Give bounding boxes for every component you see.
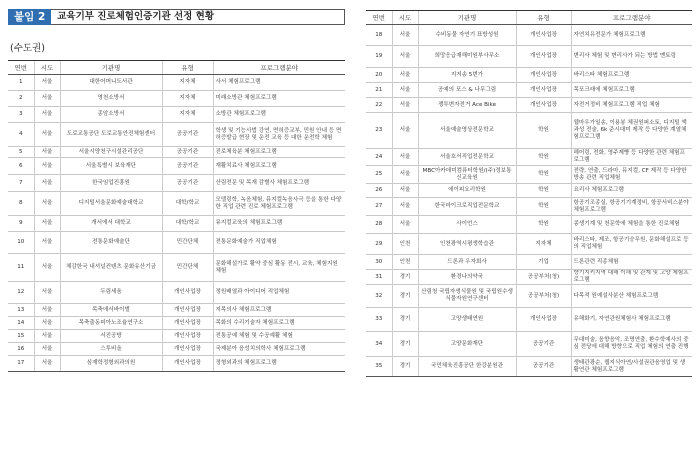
cell-org: 산림청 국립자생식물원 및 국립원수생 식물자원연구센터	[418, 285, 516, 308]
table-row	[366, 332, 692, 357]
table-row	[8, 158, 345, 175]
cell-no: 7	[8, 175, 34, 192]
cell-program: 다목적 원예설사분산 체험프로그램	[571, 285, 692, 308]
cell-org: 서울특별시 보육재단	[60, 158, 162, 175]
cell-program: 재활치료사 체험프로그램	[213, 158, 345, 175]
cell-program: 모델링학, 녹음체험, 뮤지컬녹음사극 등을 통한 다양한 직업 관련 진로 체험프로그램	[213, 192, 345, 216]
cell-program: 향기지키지역 대해 이해 및 관계 및 고양 체험프로그램	[571, 270, 692, 285]
table-row	[8, 282, 345, 304]
cell-region: 서울	[392, 216, 418, 234]
cell-no: 13	[8, 304, 34, 317]
cell-region: 서울	[392, 184, 418, 198]
col-header-type: 유형	[162, 61, 213, 75]
cell-type: 지자체	[516, 234, 571, 255]
cell-no: 8	[8, 192, 34, 216]
cell-org: 영천소방서	[60, 91, 162, 107]
cell-program: 요리사 체험프로그램	[571, 184, 692, 198]
cell-org: 목축출동피아노조율연구소	[60, 317, 162, 330]
cell-type: 대학/학교	[162, 192, 213, 216]
cell-type: 개인사업장	[162, 343, 213, 356]
cell-org: 스투비올	[60, 343, 162, 356]
left-page	[8, 8, 345, 372]
cell-type: 학원	[516, 198, 571, 216]
cell-no: 29	[366, 234, 392, 255]
table-row	[366, 255, 692, 270]
table-row	[366, 68, 692, 83]
table-row	[8, 123, 345, 147]
col-header-program: 프로그램분야	[213, 61, 345, 75]
cell-org: 종암소방서	[60, 107, 162, 123]
cell-region: 서울	[34, 147, 60, 158]
right-table	[366, 10, 692, 377]
region-subtitle: (수도권)	[10, 43, 45, 54]
cell-program: 문화해설가로 활약 중심 활동 전시, 교육, 체험지원 체험	[213, 254, 345, 282]
cell-type: 공공기관	[162, 123, 213, 147]
cell-org: 지저송 5번가	[418, 68, 516, 83]
cell-org: 사이언스	[418, 216, 516, 234]
cell-program: 정원배열과 아이디어 직업체험	[213, 282, 345, 304]
cell-region: 경기	[392, 308, 418, 332]
cell-type: 민간단체	[162, 254, 213, 282]
cell-region: 서울	[392, 68, 418, 83]
cell-program: 전략, 연출, 드라마, 뮤지컬, CF 제작 등 다양한 방송 관련 직업체험	[571, 166, 692, 184]
cell-region: 서울	[34, 192, 60, 216]
cell-region: 서울	[34, 356, 60, 372]
cell-no: 20	[366, 68, 392, 83]
table-row	[8, 254, 345, 282]
cell-type: 개인사업장	[516, 25, 571, 46]
cell-region: 인천	[392, 255, 418, 270]
cell-program: 생태관광순, 웹지식아연/사설권관음영업 및 생활연관 체험프로그램	[571, 357, 692, 377]
cell-org: 에이피요리학원	[418, 184, 516, 198]
col-header-no: 연번	[366, 11, 392, 25]
cell-no: 6	[8, 158, 34, 175]
cell-type: 개인사업장	[162, 330, 213, 343]
cell-program: 자연치유전문가 체험프로그램	[571, 25, 692, 46]
cell-no: 34	[366, 332, 392, 357]
cell-no: 10	[8, 232, 34, 254]
cell-type: 지자체	[162, 91, 213, 107]
cell-program: 진로체육분 체험프로그램	[213, 147, 345, 158]
cell-program: 드론관련 직종체험	[571, 255, 692, 270]
cell-region: 경기	[392, 332, 418, 357]
cell-program: 국제분아 음성치의학사 체험프로그램	[213, 343, 345, 356]
table-row	[8, 175, 345, 192]
table-row	[8, 75, 345, 91]
cell-org: 서진공방	[60, 330, 162, 343]
table-row	[8, 356, 345, 372]
cell-no: 25	[366, 166, 392, 184]
right-page	[366, 10, 692, 377]
cell-type: 민간단체	[162, 232, 213, 254]
cell-org: 인천광역시평생학습관	[418, 234, 516, 255]
cell-program: 변리사 체험 및 변리사가 되는 방법 멘토링	[571, 46, 692, 68]
cell-program: 지목의사 체험프로그램	[213, 304, 345, 317]
cell-region: 서울	[34, 343, 60, 356]
cell-type: 기업	[516, 255, 571, 270]
table-row	[8, 107, 345, 123]
cell-no: 32	[366, 285, 392, 308]
table-row	[366, 198, 692, 216]
cell-program: 소방관 체험프로그램	[213, 107, 345, 123]
table-row	[366, 308, 692, 332]
cell-type: 개인사업장	[516, 98, 571, 113]
cell-region: 서울	[392, 113, 418, 149]
cell-org: 드론과 우자회사	[418, 255, 516, 270]
cell-type: 공공기관	[162, 158, 213, 175]
attachment-badge: 붙임 2	[8, 9, 51, 25]
table-row	[8, 192, 345, 216]
cell-no: 31	[366, 270, 392, 285]
cell-type: 개인사업장	[162, 304, 213, 317]
cell-no: 1	[8, 75, 34, 91]
table-row	[8, 304, 345, 317]
cell-program: 산림전문 및 목재 감별사 체험프로그램	[213, 175, 345, 192]
cell-program: 콩생기계 및 천문학에 체험을 통한 진로체험	[571, 216, 692, 234]
cell-region: 서울	[392, 25, 418, 46]
cell-program: 바리스타, 제조, 항공기승무원, 문화해설프로 등의 직업체험	[571, 234, 692, 255]
cell-program: 바리스타 체험프로그램	[571, 68, 692, 83]
table-row	[366, 216, 692, 234]
cell-org: 수비동물 자연기 표방성원	[418, 25, 516, 46]
cell-program: 헤어링, 전화, 영주제빵 등 다양한 관련 체험프로그램	[571, 149, 692, 166]
cell-org: 목축애서바이벌	[60, 304, 162, 317]
cell-type: 개인사업장	[162, 356, 213, 372]
cell-type: 공공기관	[162, 147, 213, 158]
cell-type: 대학/학교	[162, 216, 213, 232]
cell-region: 서울	[392, 46, 418, 68]
cell-type: 지자체	[162, 107, 213, 123]
cell-type: 지자체	[162, 75, 213, 91]
cell-region: 경기	[392, 270, 418, 285]
cell-type: 학원	[516, 113, 571, 149]
cell-program: 전통공예 체험 및 수공예활 체험	[213, 330, 345, 343]
cell-type: 공공기관	[516, 357, 571, 377]
cell-org: 디지털서울문화예술대학교	[60, 192, 162, 216]
cell-type: 공공기관	[162, 175, 213, 192]
cell-no: 24	[366, 149, 392, 166]
table-row	[8, 317, 345, 330]
cell-type: 개인사업장	[516, 83, 571, 98]
table-row	[366, 357, 692, 377]
cell-org: 고양생태연원	[418, 308, 516, 332]
cell-org: 서울예술영상전문학교	[418, 113, 516, 149]
document-title: 교육기부 진로체험인증기관 선정 현황	[51, 9, 345, 25]
table-row	[8, 147, 345, 158]
table-row	[366, 285, 692, 308]
cell-no: 5	[8, 147, 34, 158]
cell-type: 학원	[516, 216, 571, 234]
cell-org: 환경나의약국	[418, 270, 516, 285]
cell-program: 사서 체험프로그램	[213, 75, 345, 91]
cell-region: 서울	[34, 158, 60, 175]
cell-region: 서울	[34, 232, 60, 254]
cell-program: 학생 및 기능사법 강연, 면허증교부, 민원 안내 등 면허증발급 현장 및 운전 교육 등 대한 운전학 체험	[213, 123, 345, 147]
cell-type: 공공기관	[516, 332, 571, 357]
cell-no: 35	[366, 357, 392, 377]
cell-type: 학원	[516, 166, 571, 184]
cell-region: 경기	[392, 357, 418, 377]
cell-org: 서울시양천구시설관리공단	[60, 147, 162, 158]
cell-org: 전통문화예술단	[60, 232, 162, 254]
cell-org: 고양문화재단	[418, 332, 516, 357]
cell-no: 28	[366, 216, 392, 234]
cell-no: 12	[8, 282, 34, 304]
cell-region: 서울	[34, 107, 60, 123]
cell-region: 서울	[34, 304, 60, 317]
cell-region: 서울	[392, 166, 418, 184]
cell-no: 16	[8, 343, 34, 356]
cell-type: 공공부처(청)	[516, 285, 571, 308]
cell-program: 미래소방관 체험프로그램	[213, 91, 345, 107]
table-row	[8, 343, 345, 356]
cell-org: 서울호서직업전문학교	[418, 149, 516, 166]
cell-org: 심재학정형외과의원	[60, 356, 162, 372]
table-row	[366, 113, 692, 149]
cell-org: 대한어머니도서관	[60, 75, 162, 91]
cell-no: 27	[366, 198, 392, 216]
cell-region: 서울	[34, 317, 60, 330]
cell-no: 15	[8, 330, 34, 343]
cell-region: 서울	[34, 123, 60, 147]
cell-no: 18	[366, 25, 392, 46]
document-header	[8, 8, 345, 26]
cell-program: 무대미술, 음향음악, 조명연출, 환수학예사의 중심 전당에 대해 방향으로 직업 체험의 연출 진행	[571, 332, 692, 357]
cell-region: 서울	[34, 254, 60, 282]
col-header-type: 유형	[516, 11, 571, 25]
cell-org: 국민체육진흥공단 한강분원관	[418, 357, 516, 377]
cell-no: 11	[8, 254, 34, 282]
table-row	[8, 216, 345, 232]
table-header-row	[366, 11, 692, 25]
table-row	[366, 149, 692, 166]
cell-region: 서울	[392, 98, 418, 113]
cell-type: 학원	[516, 184, 571, 198]
cell-no: 22	[366, 98, 392, 113]
cell-type: 개인사업장	[162, 317, 213, 330]
table-row	[366, 25, 692, 46]
col-header-org: 기관명	[60, 61, 162, 75]
cell-org: 개서에서 대학교	[60, 216, 162, 232]
cell-no: 2	[8, 91, 34, 107]
cell-org: 두림세움	[60, 282, 162, 304]
cell-type: 개인사업장	[516, 308, 571, 332]
cell-region: 서울	[34, 91, 60, 107]
col-header-no: 연번	[8, 61, 34, 75]
cell-no: 9	[8, 216, 34, 232]
col-header-region: 시도	[392, 11, 418, 25]
table-row	[366, 234, 692, 255]
cell-no: 33	[366, 308, 392, 332]
table-row	[8, 330, 345, 343]
col-header-program: 프로그램분야	[571, 11, 692, 25]
cell-region: 서울	[392, 149, 418, 166]
cell-org: 한국임업진흥원	[60, 175, 162, 192]
table-row	[366, 270, 692, 285]
cell-org: 체감한국 내셔널컨텐츠 문화유산기금	[60, 254, 162, 282]
cell-program: 목화의 수리기술자 체험프로그램	[213, 317, 345, 330]
cell-no: 19	[366, 46, 392, 68]
cell-region: 서울	[34, 282, 60, 304]
cell-region: 서울	[392, 198, 418, 216]
cell-org: MBC아카데미컴퓨터학원/(주)정보통신교육원	[418, 166, 516, 184]
cell-program: 웹마우가일송, 이용봉 체권원퍼소토, 디지털 액과성 전술, 6k 준시대미 제작 등 다양한 계열체험프로그램	[571, 113, 692, 149]
cell-region: 서울	[34, 75, 60, 91]
table-row	[366, 98, 692, 113]
cell-org: 희망응급재해미원부사무소	[418, 46, 516, 68]
table-row	[8, 232, 345, 254]
cell-no: 17	[8, 356, 34, 372]
cell-no: 30	[366, 255, 392, 270]
cell-region: 인천	[392, 234, 418, 255]
cell-region: 경기	[392, 285, 418, 308]
cell-no: 21	[366, 83, 392, 98]
table-row	[8, 91, 345, 107]
table-row	[366, 46, 692, 68]
cell-no: 26	[366, 184, 392, 198]
cell-region: 서울	[34, 175, 60, 192]
table-row	[366, 83, 692, 98]
cell-org: 공예의 포스 & 나무그림	[418, 83, 516, 98]
cell-program: 자전거정비 체험프로그램 직업 체험	[571, 98, 692, 113]
table-row	[366, 184, 692, 198]
cell-program: 목포크래에 체험프로그램	[571, 83, 692, 98]
cell-region: 서울	[34, 330, 60, 343]
cell-no: 23	[366, 113, 392, 149]
left-table	[8, 60, 345, 372]
col-header-region: 시도	[34, 61, 60, 75]
cell-org: 쟁투변자전거 Ace Bike	[418, 98, 516, 113]
cell-no: 4	[8, 123, 34, 147]
cell-program: 정형외과의 체험프로그램	[213, 356, 345, 372]
cell-program: 뮤지컬교육의 체험프로그램	[213, 216, 345, 232]
table-row	[366, 166, 692, 184]
cell-type: 개인사업장	[516, 68, 571, 83]
cell-no: 3	[8, 107, 34, 123]
cell-no: 14	[8, 317, 34, 330]
cell-org: 도로교통공단 도로교통안전체험센터	[60, 123, 162, 147]
cell-region: 서울	[392, 83, 418, 98]
cell-type: 개인사업장	[516, 46, 571, 68]
cell-type: 개인사업장	[162, 282, 213, 304]
cell-region: 서울	[34, 216, 60, 232]
cell-program: 유해화기, 자연관원체험사 체험프로그램	[571, 308, 692, 332]
cell-org: 한국마이크로직업전문학교	[418, 198, 516, 216]
cell-program: 전통문화예술가 직업체험	[213, 232, 345, 254]
cell-program: 항공기조종실, 항공기기계정비, 항공서비스분야 체험프로그램	[571, 198, 692, 216]
col-header-org: 기관명	[418, 11, 516, 25]
cell-type: 학원	[516, 149, 571, 166]
cell-type: 공공부처(청)	[516, 270, 571, 285]
table-header-row	[8, 61, 345, 75]
